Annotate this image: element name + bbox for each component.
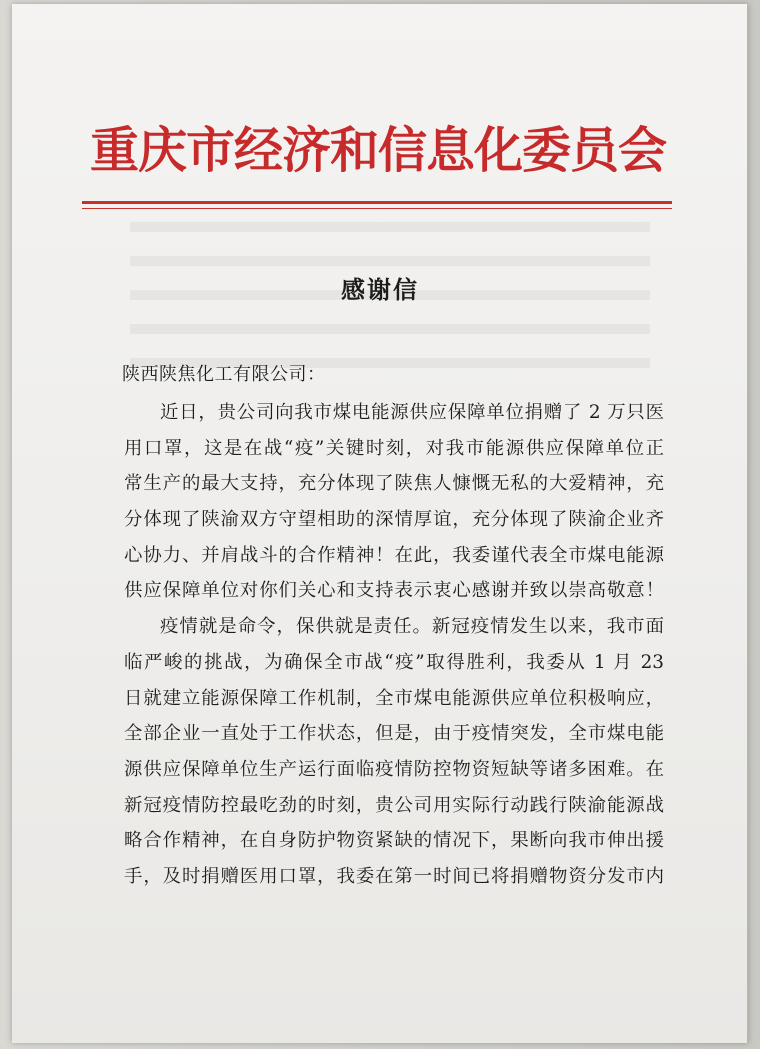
body-line: 新冠疫情防控最吃劲的时刻，贵公司用实际行动践行陕渝能源战: [124, 794, 664, 816]
paragraph-2: [124, 609, 664, 895]
body-line: 临严峻的挑战，为确保全市战“疫”取得胜利，我委从 1 月 23: [124, 651, 664, 673]
paragraph-1: [124, 395, 664, 609]
salutation: 陕西陕焦化工有限公司：: [122, 364, 326, 385]
body-line: 分体现了陕渝双方守望相助的深情厚谊，充分体现了陕渝企业齐: [124, 509, 664, 531]
body-line: 全部企业一直处于工作状态，但是，由于疫情突发，全市煤电能: [124, 723, 664, 745]
body-line: 常生产的最大支持，充分体现了陕焦人慷慨无私的大爱精神，充: [124, 473, 664, 495]
letterhead-org-name: 重庆市经济和信息化委员会: [89, 121, 666, 179]
body-line: 心协力、并肩战斗的合作精神！在此，我委谨代表全市煤电能源: [124, 544, 664, 566]
body-line: 供应保障单位对你们关心和支持表示衷心感谢并致以崇高敬意！: [124, 580, 664, 602]
letterhead-rule-thin: [82, 208, 672, 209]
letterhead-rule-thick: [82, 201, 672, 204]
letter-body: [124, 395, 664, 895]
body-line: 源供应保障单位生产运行面临疫情防控物资短缺等诸多困难。在: [124, 758, 664, 780]
body-line: 近日，贵公司向我市煤电能源供应保障单位捐赠了 2 万只医: [160, 402, 664, 423]
body-line: 疫情就是命令，保供就是责任。新冠疫情发生以来，我市面: [160, 616, 664, 638]
document-title: 感谢信: [341, 275, 419, 304]
body-line: 略合作精神，在自身防护物资紧缺的情况下，果断向我市伸出援: [124, 830, 664, 852]
body-line: 日就建立能源保障工作机制，全市煤电能源供应单位积极响应，: [124, 687, 664, 709]
body-line: 手，及时捐赠医用口罩，我委在第一时间已将捐赠物资分发市内: [124, 865, 664, 887]
body-line: 用口罩，这是在战“疫”关键时刻，对我市能源供应保障单位正: [124, 437, 664, 459]
